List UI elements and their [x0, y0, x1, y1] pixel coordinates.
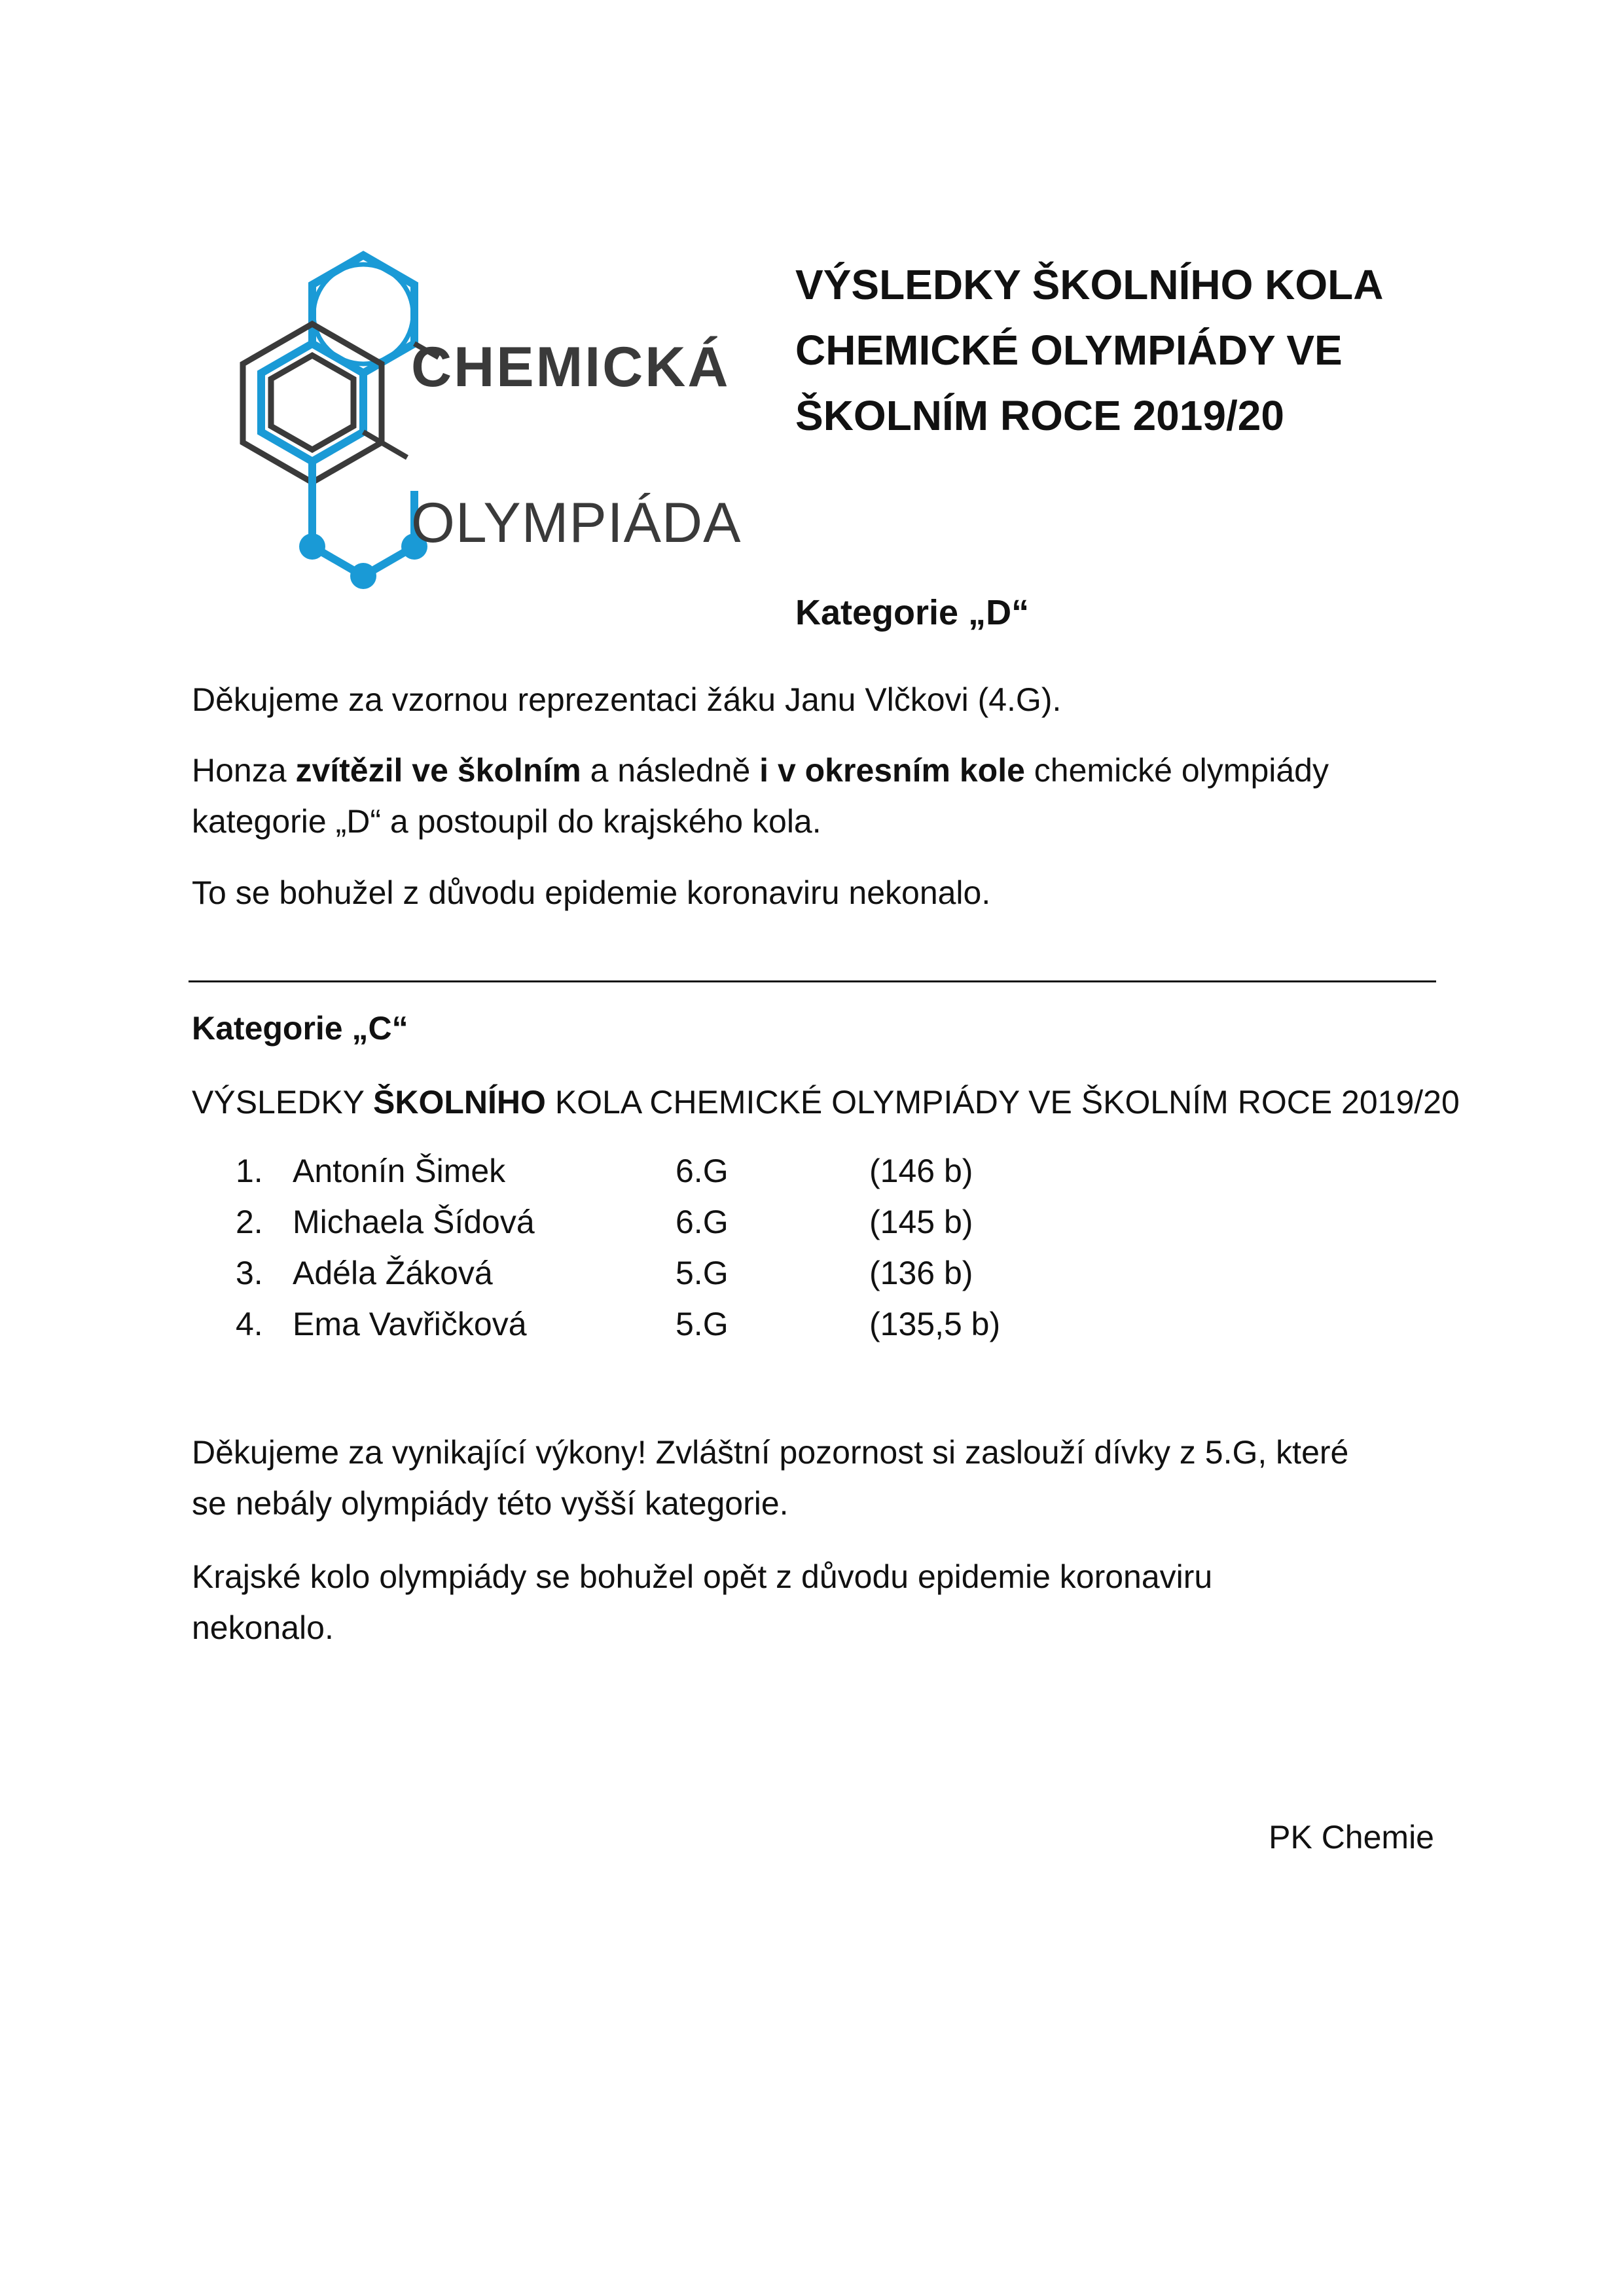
- result-name: Michaela Šídová: [293, 1204, 535, 1240]
- chemicka-olympiada-logo: [209, 249, 785, 655]
- category-c-heading: Kategorie „C“: [192, 1010, 408, 1047]
- result-rank: 4.: [236, 1306, 263, 1342]
- category-d-paragraph-3: To se bohužel z důvodu epidemie koronaviru nekonalo.: [192, 874, 991, 911]
- category-d-paragraph-2: Honza zvítězil ve školním a následně i v okresním kole chemické olympiády kategorie „D“ a postoupil do krajského kola.: [192, 752, 1329, 840]
- category-c-paragraph-1: Děkujeme za vynikající výkony! Zvláštní pozornost si zaslouží dívky z 5.G, které se nebály olympiády této vyšší kategorie.: [192, 1434, 1349, 1522]
- category-c-paragraph-2: Krajské kolo olympiády se bohužel opět z důvodu epidemie koronaviru nekonalo.: [192, 1558, 1213, 1646]
- result-name: Adéla Žáková: [293, 1255, 493, 1291]
- section-divider: [189, 980, 1436, 982]
- result-points: (146 b): [869, 1153, 973, 1189]
- result-class: 6.G: [676, 1153, 729, 1189]
- category-d-thanks: Děkujeme za vzornou reprezentaci žáku Janu Vlčkovi (4.G).: [192, 681, 1062, 718]
- page-title: [795, 252, 1483, 448]
- title-line-3: ŠKOLNÍM ROCE 2019/20: [795, 392, 1284, 439]
- result-rank: 1.: [236, 1153, 263, 1189]
- results-heading: VÝSLEDKY ŠKOLNÍHO KOLA CHEMICKÉ OLYMPIÁDY VE ŠKOLNÍM ROCE 2019/20: [192, 1084, 1460, 1121]
- result-points: (145 b): [869, 1204, 973, 1240]
- result-class: 5.G: [676, 1255, 729, 1291]
- result-class: 5.G: [676, 1306, 729, 1342]
- logo-word-chemicka: CHEMICKÁ: [411, 336, 731, 399]
- logo-word-olympiada: OLYMPIÁDA: [411, 492, 742, 554]
- result-rank: 3.: [236, 1255, 263, 1291]
- result-rank: 2.: [236, 1204, 263, 1240]
- result-points: (135,5 b): [869, 1306, 1001, 1342]
- title-line-1: VÝSLEDKY ŠKOLNÍHO KOLA: [795, 261, 1384, 308]
- signature: PK Chemie: [1269, 1819, 1434, 1856]
- result-name: Ema Vavřičková: [293, 1306, 527, 1342]
- result-class: 6.G: [676, 1204, 729, 1240]
- result-points: (136 b): [869, 1255, 973, 1291]
- title-line-2: CHEMICKÉ OLYMPIÁDY VE: [795, 327, 1343, 374]
- result-name: Antonín Šimek: [293, 1153, 506, 1189]
- category-d-heading: Kategorie „D“: [795, 593, 1030, 632]
